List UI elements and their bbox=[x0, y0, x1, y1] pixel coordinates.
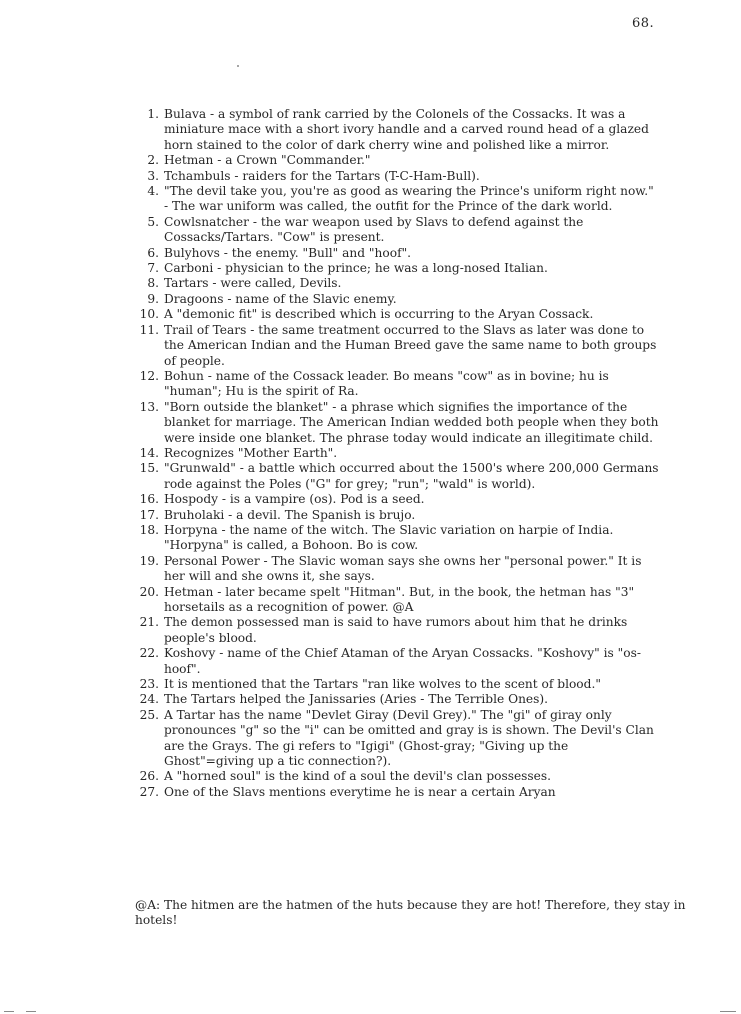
endnote-number: 17. bbox=[139, 507, 159, 522]
endnote-number: 3. bbox=[147, 168, 159, 183]
endnote-item bbox=[135, 184, 660, 215]
endnote-number: 14. bbox=[139, 445, 159, 460]
endnote-text: One of the Slavs mentions everytime he is near a certain Aryan bbox=[164, 784, 556, 799]
endnote-number: 22. bbox=[139, 646, 159, 661]
endnote-text: Bulava - a symbol of rank carried by the Colonels of the Cossacks. It was a miniature mace with a short ivory handle and a carved round head of a glazed horn stained to the color of dark cherry wine and polished like a mirror. bbox=[164, 107, 649, 152]
bottom-left-mark bbox=[26, 1011, 36, 1012]
endnote-item bbox=[135, 554, 660, 585]
endnote-text: A "horned soul" is the kind of a soul the devil's clan possesses. bbox=[164, 769, 552, 784]
endnote-item bbox=[135, 400, 660, 446]
endnote-text: A "demonic fit" is described which is occurring to the Aryan Cossack. bbox=[164, 307, 594, 322]
endnote-item bbox=[135, 323, 660, 369]
endnote-item bbox=[135, 307, 660, 322]
endnote-text: Hetman - a Crown "Commander." bbox=[164, 153, 371, 168]
endnote-item bbox=[135, 585, 660, 616]
endnote-text: Cowlsnatcher - the war weapon used by Slavs to defend against the Cossacks/Tartars. "Cow" is present. bbox=[164, 214, 584, 245]
endnote-text: Recognizes "Mother Earth". bbox=[164, 445, 338, 460]
endnote-item bbox=[135, 107, 660, 153]
endnote-number: 9. bbox=[147, 291, 159, 306]
endnote-text: Tartars - were called, Devils. bbox=[164, 276, 342, 291]
endnote-number: 16. bbox=[139, 492, 159, 507]
endnote-item bbox=[135, 692, 660, 707]
endnote-item bbox=[135, 708, 660, 770]
endnote-number: 6. bbox=[147, 245, 159, 260]
endnote-number: 2. bbox=[147, 153, 159, 168]
endnote-item bbox=[135, 677, 660, 692]
endnote-item bbox=[135, 523, 660, 554]
endnote-number: 23. bbox=[139, 677, 159, 692]
endnote-item bbox=[135, 153, 660, 168]
endnote-text: Dragoons - name of the Slavic enemy. bbox=[164, 291, 397, 306]
endnote-number: 15. bbox=[139, 461, 159, 476]
endnote-text: Hetman - later became spelt "Hitman". But, in the book, the hetman has "3" horsetails as a recognition of power. @A bbox=[164, 584, 635, 614]
endnote-number: 19. bbox=[139, 553, 159, 568]
endnote-number: 12. bbox=[139, 368, 159, 383]
endnote-item bbox=[135, 492, 660, 507]
endnote-text: The demon possessed man is said to have rumors about him that he drinks people's blood. bbox=[164, 615, 628, 645]
endnote-text: Hospody - is a vampire (os). Pod is a seed. bbox=[164, 492, 425, 507]
endnote-item bbox=[135, 769, 660, 784]
endnote-item bbox=[135, 369, 660, 400]
endnote-text: It is mentioned that the Tartars "ran like wolves to the scent of blood." bbox=[164, 677, 601, 692]
endnote-text: "The devil take you, you're as good as wearing the Prince's uniform right now." - The war uniform was called, the outfit for the Prince of the dark world. bbox=[164, 184, 654, 214]
endnote-text: Trail of Tears - the same treatment occurred to the Slavs as later was done to the American Indian and the Human Breed gave the same name to both groups of people. bbox=[164, 322, 657, 368]
endnote-text: Horpyna - the name of the witch. The Slavic variation on harpie of India. "Horpyna" is called, a Bohoon. Bo is cow. bbox=[164, 522, 614, 553]
endnote-item bbox=[135, 246, 660, 261]
endnote-item bbox=[135, 785, 660, 800]
footnote: @A: The hitmen are the hatmen of the huts because they are hot! Therefore, they stay in hotels! bbox=[135, 898, 686, 928]
endnote-number: 24. bbox=[139, 692, 159, 707]
endnote-text: Koshovy - name of the Chief Ataman of the Aryan Cossacks. "Koshovy" is "os-hoof". bbox=[164, 646, 641, 676]
endnote-text: Personal Power - The Slavic woman says she owns her "personal power." It is her will and she owns it, she says. bbox=[164, 553, 642, 584]
endnote-text: Bruholaki - a devil. The Spanish is brujo. bbox=[164, 507, 416, 522]
endnote-number: 11. bbox=[139, 322, 159, 337]
endnote-text: Carboni - physician to the prince; he was a long-nosed Italian. bbox=[164, 261, 548, 276]
endnote-number: 25. bbox=[139, 707, 159, 722]
endnote-text: Bulyhovs - the enemy. "Bull" and "hoof". bbox=[164, 245, 412, 260]
endnote-number: 4. bbox=[147, 184, 159, 199]
endnote-text: The Tartars helped the Janissaries (Aries - The Terrible Ones). bbox=[164, 692, 549, 707]
endnote-text: A Tartar has the name "Devlet Giray (Devil Grey)." The "gi" of giray only pronounces "g" so the "i" can be omitted and gray is is shown. The Devil's Clan are the Grays. The gi refers to "Igigi" (Ghost-gray; "Giving up the Ghost"=giving up a tic connection?). bbox=[164, 707, 654, 769]
endnote-number: 18. bbox=[139, 522, 159, 537]
endnote-item bbox=[135, 461, 660, 492]
endnote-number: 26. bbox=[139, 769, 159, 784]
page-number: 68. bbox=[632, 16, 655, 31]
endnote-number: 7. bbox=[147, 261, 159, 276]
endnotes-list bbox=[135, 107, 660, 800]
endnote-item bbox=[135, 276, 660, 291]
endnote-item bbox=[135, 292, 660, 307]
endnote-number: 10. bbox=[139, 307, 159, 322]
endnote-number: 1. bbox=[147, 107, 159, 121]
endnote-number: 20. bbox=[139, 584, 159, 599]
endnote-item bbox=[135, 615, 660, 646]
endnote-item bbox=[135, 646, 660, 677]
stray-mark bbox=[237, 65, 239, 67]
bottom-right-mark bbox=[720, 1011, 736, 1012]
endnote-item bbox=[135, 508, 660, 523]
endnote-number: 27. bbox=[139, 784, 159, 799]
endnote-item bbox=[135, 215, 660, 246]
endnote-number: 21. bbox=[139, 615, 159, 630]
endnote-number: 8. bbox=[147, 276, 159, 291]
bottom-left-mark bbox=[4, 1011, 14, 1012]
endnote-text: "Grunwald" - a battle which occurred about the 1500's where 200,000 Germans rode against the Poles ("G" for grey; "run"; "wald" is world). bbox=[164, 461, 659, 491]
endnote-number: 13. bbox=[139, 399, 159, 414]
endnote-item bbox=[135, 169, 660, 184]
endnote-text: "Born outside the blanket" - a phrase which signifies the importance of the blanket for marriage. The American Indian wedded both people when they both were inside one blanket. The phrase today would indicate an illegitimate child. bbox=[164, 399, 659, 445]
endnote-number: 5. bbox=[147, 214, 159, 229]
endnote-text: Tchambuls - raiders for the Tartars (T-C-Ham-Bull). bbox=[164, 168, 480, 183]
endnote-text: Bohun - name of the Cossack leader. Bo means "cow" as in bovine; hu is "human"; Hu is the spirit of Ra. bbox=[164, 368, 609, 399]
endnote-item bbox=[135, 446, 660, 461]
endnote-item bbox=[135, 261, 660, 276]
